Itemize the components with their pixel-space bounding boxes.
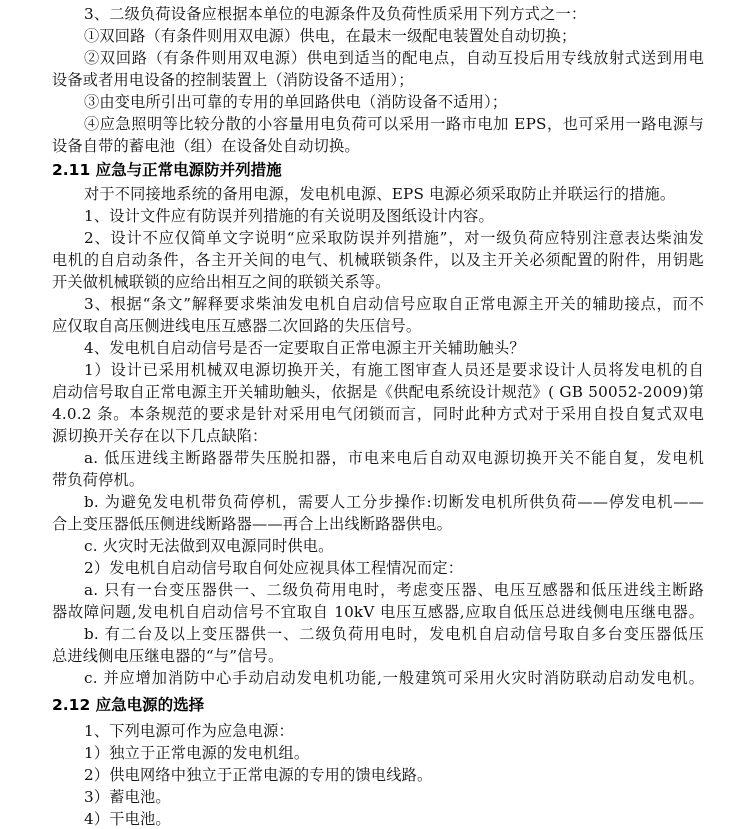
paragraph-line: 对于不同接地系统的备用电源，发电机电源、EPS 电源必须采取防止并联运行的措施。: [84, 185, 676, 203]
section-heading-2-11: 2.11 应急与正常电源防并列措施: [52, 161, 282, 179]
paragraph-line: 电机的自启动条件，各主开关间的电气、机械联锁条件，以及主开关必须配置的附件，用钥匙: [52, 251, 704, 269]
paragraph-line: 器故障问题,发电机自启动信号不宜取自 10kV 电压互感器,应取自低压总进线侧电压继电器。: [52, 603, 704, 621]
paragraph-line: b. 为避免发电机带负荷停机，需要人工分步操作:切断发电机所供负荷——停发电机——: [84, 493, 704, 511]
list-item: 3）蓄电池。: [84, 788, 171, 806]
paragraph-line: 2）发电机自启动信号取自何处应视具体工程情况而定：: [84, 559, 464, 577]
paragraph-line: ①双回路（有条件则用双电源）供电，在最末一级配电装置处自动切换；: [84, 27, 577, 45]
paragraph-line: 设备自带的蓄电池（组）在设备处自动切换。: [52, 137, 360, 155]
paragraph-line: c. 火灾时无法做到双电源同时供电。: [84, 537, 334, 555]
paragraph-line: 开关做机械联锁的应给出相互之间的联锁关系等。: [52, 273, 391, 291]
paragraph-line: 4、发电机自启动信号是否一定要取自正常电源主开关辅助触头？: [84, 339, 525, 357]
paragraph-line: 带负荷停机。: [52, 471, 145, 489]
paragraph-line: c. 并应增加消防中心手动启动发电机功能,一般建筑可采用火灾时消防联动启动发电机。: [84, 669, 704, 687]
paragraph-line: a. 低压进线主断路器带失压脱扣器，市电来电后自动双电源切换开关不能自复，发电机: [84, 449, 704, 467]
list-item: 1）独立于正常电源的发电机组。: [84, 744, 310, 762]
list-item: 4）干电池。: [84, 810, 171, 828]
paragraph-line: 应仅取自高压侧进线电压互感器二次回路的失压信号。: [52, 317, 422, 335]
paragraph-line: 设备或者用电设备的控制装置上（消防设备不适用）；: [52, 71, 414, 89]
paragraph-line: ②双回路（有条件则用双电源）供电到适当的配电点，自动互投后用专线放射式送到用电: [84, 49, 704, 67]
paragraph-line: 1、设计文件应有防误并列措施的有关说明及图纸设计内容。: [84, 207, 494, 225]
paragraph-line: 3、根据“条文”解释要求柴油发电机自启动信号应取自正常电源主开关的辅助接点，而不: [84, 295, 704, 313]
list-item: 2）供电网络中独立于正常电源的专用的馈电线路。: [84, 766, 433, 784]
paragraph-line: ④应急照明等比较分散的小容量用电负荷可以采用一路市电加 EPS，也可采用一路电源与: [84, 115, 704, 133]
paragraph-line: b. 有二台及以上变压器供一、二级负荷用电时，发电机自启动信号取自多台变压器低压: [84, 625, 704, 643]
paragraph-line: 3、二级负荷设备应根据本单位的电源条件及负荷性质采用下列方式之一：: [84, 5, 587, 23]
list-item: 1、下列电源可作为应急电源：: [84, 722, 294, 740]
paragraph-line: 4.0.2 条。本条规范的要求是针对采用电气闭锁而言，同时此种方式对于采用自投自复式双电: [52, 405, 704, 423]
paragraph-line: 源切换开关存在以下几点缺陷：: [52, 427, 268, 445]
paragraph-line: ③由变电所引出可靠的专用的单回路供电（消防设备不适用）；: [84, 93, 508, 111]
paragraph-line: 总进线侧电压继电器的“与”信号。: [52, 647, 284, 665]
paragraph-line: a. 只有一台变压器供一、二级负荷用电时，考虑变压器、电压互感器和低压进线主断路: [84, 581, 704, 599]
paragraph-line: 2、设计不应仅简单文字说明“应采取防误并列措施”，对一级负荷应特别注意表达柴油发: [84, 229, 704, 247]
paragraph-line: 启动信号取自正常电源主开关辅助触头，依据是《供配电系统设计规范》( GB 50052-2009)第: [52, 383, 704, 401]
section-heading-2-12: 2.12 应急电源的选择: [52, 696, 205, 714]
paragraph-line: 合上变压器低压侧进线断路器——再合上出线断路器供电。: [52, 515, 453, 533]
paragraph-line: 1）设计已采用机械双电源切换开关，有施工图审查人员还是要求设计人员将发电机的自: [84, 361, 704, 379]
